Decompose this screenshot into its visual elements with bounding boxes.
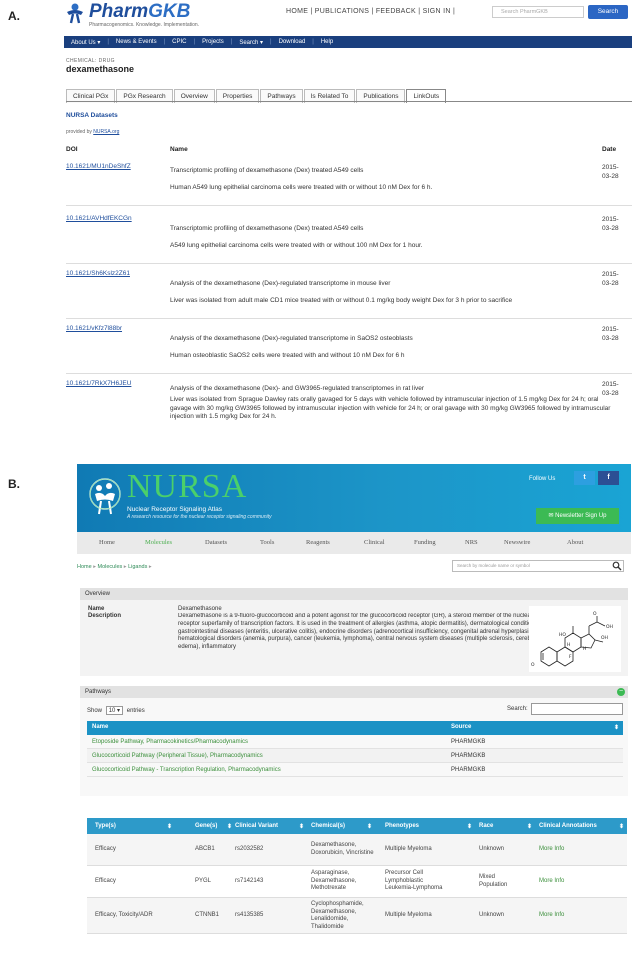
svg-text:O: O [593, 612, 597, 617]
tab-publications[interactable]: Publications [356, 89, 405, 103]
pathways-table-header [87, 721, 623, 735]
column-header-chemicals[interactable]: Chemical(s) [311, 823, 346, 829]
entity-kind: CHEMICAL: DRUG [66, 58, 115, 64]
annotations-table-header [87, 818, 627, 834]
table-row [87, 763, 623, 777]
doi-link[interactable]: 10.1621/Sh6Kslz2Z61 [66, 270, 130, 277]
nav-item-reagents[interactable]: Reagents [306, 539, 330, 546]
table-search-label: Search: [507, 706, 528, 712]
pharmgkb-top-links[interactable]: HOME | PUBLICATIONS | FEEDBACK | SIGN IN | [286, 8, 456, 15]
annotation-phenotypes: Multiple Myeloma [385, 846, 432, 852]
nav-item-news[interactable]: News & Events [115, 39, 157, 45]
nursa-logo-icon [87, 474, 123, 522]
svg-text:O: O [531, 663, 535, 668]
nav-item-help[interactable]: Help [320, 39, 334, 45]
dataset-title: Transcriptomic profiling of dexamethasone (Dex) treated A549 cells [170, 167, 364, 174]
dataset-date: 2015- 03-28 [602, 271, 619, 287]
dataset-description: Liver was isolated from Sprague Dawley rats orally gavaged for 5 days with vehicle followed by intramuscular injection of 1.5 mg/kg Dex for 24 h; oral gavage with 30 mg/kg GW3965 followed by intramuscular injection with vehicle for 24 h; or oral gavage with 30 mg/kg GW3965 followed by intramuscular injection with 1.5 mg/kg Dex for 24 h. [170, 396, 611, 420]
pharmgkb-logo-title: PharmGKB [89, 1, 191, 22]
dataset-title: Analysis of the dexamethasone (Dex)-regulated transcriptome in SaOS2 osteoblasts [170, 335, 413, 342]
doi-link[interactable]: 10.1621/7RkX7H6JEU [66, 380, 132, 387]
tab-linkouts[interactable]: LinkOuts [406, 89, 446, 103]
pathway-source: PHARMGKB [451, 753, 486, 759]
follow-us-label: Follow Us [529, 476, 556, 482]
table-row [87, 898, 627, 934]
sort-icon[interactable]: ⬍ [527, 824, 533, 830]
column-header-genes[interactable]: Gene(s) [195, 823, 218, 829]
nav-item-newswire[interactable]: Newswire [504, 539, 531, 546]
entries-length-control: Show 10 ▾ entries [87, 708, 145, 714]
tab-pgx-research[interactable]: PGx Research [116, 89, 172, 103]
pharmgkb-search-input[interactable]: Search PharmGKB [492, 6, 584, 18]
annotation-race: Unknown [479, 846, 505, 852]
annotation-gene: ABCB1 [195, 846, 215, 852]
doi-link[interactable]: 10.1621/MU1nDeShfZ [66, 163, 131, 170]
pathway-link[interactable]: Glucocorticoid Pathway (Peripheral Tissue), Pharmacodynamics [92, 753, 263, 759]
pharmgkb-logo-icon [64, 2, 86, 24]
dataset-date: 2015- 03-28 [602, 216, 619, 232]
sort-icon[interactable]: ⬍ [619, 824, 625, 830]
molecule-search-input[interactable]: Search by molecule name or symbol [452, 560, 624, 572]
nav-item-clinical[interactable]: Clinical [364, 539, 385, 546]
sort-icon[interactable]: ⬍ [227, 824, 233, 830]
table-row [87, 735, 623, 749]
facebook-icon[interactable]: f [598, 471, 619, 485]
tab-properties[interactable]: Properties [216, 89, 260, 103]
annotation-chemicals: Dexamethasone, Doxorubicin, Vincristine [311, 842, 374, 856]
nav-item-nrs[interactable]: NRS [465, 539, 478, 546]
nav-item-cpic[interactable]: CPIC [172, 39, 187, 45]
breadcrumb-ligands[interactable]: Ligands [128, 564, 148, 570]
more-info-link[interactable]: More Info [539, 878, 565, 884]
pharmgkb-logo-tagline: Pharmacogenomics. Knowledge. Implementation. [89, 22, 200, 28]
pharmgkb-search-button[interactable]: Search [588, 5, 628, 19]
sort-icon[interactable]: ⬍ [467, 824, 473, 830]
annotation-phenotypes: Multiple Myeloma [385, 912, 432, 918]
pathway-source: PHARMGKB [451, 739, 486, 745]
nav-item-download[interactable]: Download [278, 39, 306, 45]
nav-item-about[interactable]: About [567, 539, 584, 546]
pathway-source: PHARMGKB [451, 767, 486, 773]
nursa-logo-tagline: A research resource for the nuclear receptor signaling community [127, 514, 272, 520]
provider-link[interactable]: NURSA.org [93, 129, 120, 135]
search-icon[interactable] [612, 561, 622, 571]
name-label: Name [88, 606, 105, 612]
nav-item-datasets[interactable]: Datasets [205, 539, 228, 546]
more-info-link[interactable]: More Info [539, 846, 565, 852]
column-header-race[interactable]: Race [479, 823, 494, 829]
column-header-clinical-annotations[interactable]: Clinical Annotations [539, 823, 597, 829]
collapse-icon[interactable]: − [618, 688, 624, 695]
twitter-icon[interactable]: t [574, 471, 595, 485]
dataset-date: 2015- 03-28 [602, 164, 619, 180]
sort-icon[interactable]: ⬍ [367, 824, 373, 830]
table-row [87, 749, 623, 763]
annotation-variant: rs7142143 [235, 878, 264, 884]
nav-item-molecules[interactable]: Molecules [145, 539, 173, 546]
sort-icon[interactable]: ⬍ [614, 725, 620, 731]
molecule-structure-image [529, 606, 621, 672]
panel-label-b: B. [8, 477, 20, 491]
provided-by: provided by NURSA.org [66, 129, 120, 135]
nursa-logo-text[interactable]: NURSA [127, 468, 248, 505]
svg-text:F: F [569, 655, 572, 660]
dataset-description: Human osteoblastic SaOS2 cells were treated with and without 10 nM Dex for 6 h [170, 352, 405, 359]
description-label: Description [88, 613, 122, 619]
sort-icon[interactable]: ⬍ [299, 824, 305, 830]
annotation-phenotypes: Precursor Cell Lymphoblastic Leukemia-Lymphoma [385, 870, 443, 891]
nav-item-funding[interactable]: Funding [414, 539, 436, 546]
annotation-race: Unknown [479, 912, 505, 918]
annotation-gene: CTNNB1 [195, 912, 220, 918]
dataset-date: 2015- 03-28 [602, 381, 619, 397]
section-title: NURSA Datasets [66, 112, 118, 119]
nav-item-tools[interactable]: Tools [260, 539, 275, 546]
annotation-chemicals: Asparaginase, Dexamethasone, Methotrexate [311, 870, 357, 891]
more-info-link[interactable]: More Info [539, 912, 565, 918]
pharmgkb-panel [60, 0, 632, 445]
column-header-types[interactable]: Type(s) [95, 823, 116, 829]
pathways-header: Pathways [80, 686, 628, 698]
annotation-chemicals: Cyclophosphamide, Dexamethasone, Lenalidomide, Thalidomide [311, 901, 364, 930]
annotation-race: Mixed Population [479, 874, 508, 888]
table-row [87, 866, 627, 898]
newsletter-signup-button[interactable]: ✉ Newsletter Sign Up [536, 508, 619, 524]
doi-link[interactable]: 10.1621/vKfz7l88br [66, 325, 123, 332]
dataset-description: Liver was isolated from adult male CD1 mice treated with or without 0.1 mg/kg body weight Dex for 3 h prior to sacrifice [170, 297, 513, 304]
annotation-type: Efficacy [95, 846, 116, 852]
dataset-title: Analysis of the dexamethasone (Dex)- and GW3965-regulated transcriptomes in rat liver [170, 385, 424, 392]
svg-text:OH: OH [601, 636, 608, 641]
pharmgkb-header [60, 0, 632, 36]
column-header-doi: DOI [66, 146, 78, 153]
dataset-title: Transcriptomic profiling of dexamethasone (Dex) treated A549 cells [170, 225, 364, 232]
column-header-variant[interactable]: Clinical Variant [235, 823, 279, 829]
column-header-date: Date [602, 146, 617, 153]
breadcrumb-molecules[interactable]: Molecules [97, 564, 123, 570]
pharmgkb-logo[interactable] [64, 2, 199, 28]
column-header-name: Name [170, 146, 188, 153]
svg-text:H: H [567, 643, 571, 648]
pharmgkb-nav: About Us ▾ | News & Events | CPIC | Projects | Search ▾ | Download | Help [64, 36, 632, 48]
nav-item-home[interactable]: Home [99, 539, 115, 546]
table-row [87, 834, 627, 866]
tab-clinical-pgx[interactable]: Clinical PGx [66, 89, 115, 103]
breadcrumb: Home ▸ Molecules ▸ Ligands ▸ [77, 564, 152, 570]
svg-text:OH: OH [606, 625, 613, 630]
svg-text:HO: HO [559, 633, 566, 638]
column-header-phenotypes[interactable]: Phenotypes [385, 823, 420, 829]
tab-pathways[interactable]: Pathways [260, 89, 302, 103]
tab-is-related-to[interactable]: Is Related To [304, 89, 356, 103]
entries-select[interactable]: 10 ▾ [106, 706, 123, 715]
annotation-variant: rs4135385 [235, 912, 264, 918]
overview-header: Overview [80, 588, 628, 600]
nursa-banner [77, 464, 631, 532]
annotation-gene: PYGL [195, 878, 212, 884]
annotation-type: Efficacy, Toxicity/ADR [95, 912, 153, 918]
nav-item-search[interactable]: Search ▾ [239, 39, 264, 46]
dataset-date: 2015- 03-28 [602, 326, 619, 342]
sort-icon[interactable]: ⬍ [167, 824, 173, 830]
nursa-panel [77, 464, 631, 960]
nav-item-projects[interactable]: Projects [202, 39, 224, 45]
breadcrumb-home[interactable]: Home [77, 564, 92, 570]
page-title: dexamethasone [66, 64, 135, 74]
name-value: Dexamethasone [178, 606, 222, 612]
annotation-variant: rs2032582 [235, 846, 264, 852]
column-header-source[interactable]: Source [451, 724, 472, 730]
table-search-input[interactable] [531, 703, 623, 715]
dataset-description: A549 lung epithelial carcinoma cells were treated with or without 100 nM Dex for 1 hour. [170, 242, 423, 249]
panel-label-a: A. [8, 9, 20, 23]
tab-overview[interactable]: Overview [174, 89, 215, 103]
dataset-description: Human A549 lung epithelial carcinoma cells were treated with or without 10 nM Dex for 6 h. [170, 184, 433, 191]
annotation-type: Efficacy [95, 878, 116, 884]
description-value: Dexamethasone is a 9-fluoro-glucocorticoid and a potent agonist for the glucocorticoid receptor (GR), a steroid member of the nuclear receptor superfamily of transcription factors. It is used in the treatment of allergies (asthma, atopic dermatitis), dermatological conditions, gastrointestinal diseases (enteritis, ulcerative colitis), endocrine disorders (adrenocortical insufficiency, congenital adrenal hyperplasia), hematological disorders (anemia, purpura), cancer (leukemia, lymphoma), central nervous system diseases (multiple sclerosis, cerebral edema), inflammatory [178, 613, 540, 651]
pathway-link[interactable]: Glucocorticoid Pathway - Transcription Regulation, Pharmacodynamics [92, 767, 281, 773]
nursa-logo-subtitle: Nuclear Receptor Signaling Atlas [127, 506, 223, 513]
svg-text:H: H [583, 647, 587, 652]
column-header-name[interactable]: Name [92, 724, 109, 730]
dataset-title: Analysis of the dexamethasone (Dex)-regulated transcriptome in mouse liver [170, 280, 391, 287]
nursa-nav [77, 532, 631, 554]
nav-item-about[interactable]: About Us ▾ [71, 39, 101, 46]
doi-link[interactable]: 10.1621/AVHdfEKCGn [66, 215, 132, 222]
pathway-link[interactable]: Etoposide Pathway, Pharmacokinetics/Pharmacodynamics [92, 739, 248, 745]
